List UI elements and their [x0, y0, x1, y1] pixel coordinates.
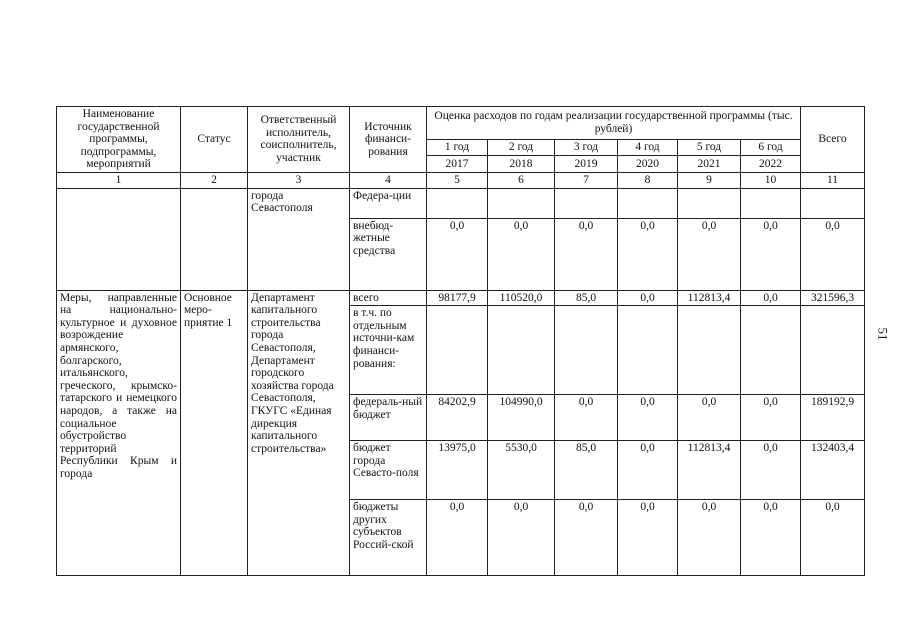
year-label: 5 год: [678, 139, 741, 156]
year-label: 4 год: [618, 139, 678, 156]
expenses-table: [56, 106, 865, 576]
year-value: 2018: [488, 156, 555, 173]
value-cell: 85,0: [555, 441, 618, 500]
col-number: 7: [555, 172, 618, 188]
value-cell: 189192,9: [801, 395, 865, 441]
header-source: Источник финанси-рования: [350, 107, 427, 173]
value-cell: 0,0: [741, 441, 801, 500]
value-cell: 98177,9: [427, 290, 488, 306]
col-number: 10: [741, 172, 801, 188]
header-row-1: [57, 107, 865, 140]
value-cell: 0,0: [678, 500, 741, 576]
value-cell: 104990,0: [488, 395, 555, 441]
value-cell: 132403,4: [801, 441, 865, 500]
table-row: [57, 188, 865, 218]
value-cell: 0,0: [555, 500, 618, 576]
measure-name: Меры, направленные на национально-культурное и духовное возрождение армянского, болгарского, итальянского, греческого, крымско-татарского и немецкого народов, а также на социальное обустройство территорий Республики Крым и города: [57, 290, 181, 576]
header-total: Всего: [801, 107, 865, 173]
source-cell: бюджеты других субъектов Россий-ской: [350, 500, 427, 576]
prev-source-2: внебюд-жетные средства: [350, 218, 427, 290]
value-cell: 0,0: [555, 218, 618, 290]
value-cell: 0,0: [678, 395, 741, 441]
year-label: 2 год: [488, 139, 555, 156]
value-cell: 0,0: [741, 395, 801, 441]
value-cell: 0,0: [618, 500, 678, 576]
col-number: 6: [488, 172, 555, 188]
header-name: Наименование государственной программы, подпрограммы, мероприятий: [57, 107, 181, 173]
value-cell: [488, 306, 555, 395]
header-estimate: Оценка расходов по годам реализации государственной программы (тыс. рублей): [427, 107, 801, 140]
value-cell: 0,0: [741, 500, 801, 576]
value-cell: [618, 306, 678, 395]
source-cell: бюджет города Севасто-поля: [350, 441, 427, 500]
col-number: 9: [678, 172, 741, 188]
value-cell: 5530,0: [488, 441, 555, 500]
year-value: 2017: [427, 156, 488, 173]
value-cell: 0,0: [427, 500, 488, 576]
value-cell: 0,0: [488, 500, 555, 576]
value-cell: 321596,3: [801, 290, 865, 306]
measure-status: Основное меро-приятие 1: [181, 290, 248, 576]
value-cell: [741, 306, 801, 395]
value-cell: 110520,0: [488, 290, 555, 306]
value-cell: 0,0: [618, 395, 678, 441]
year-value: 2020: [618, 156, 678, 173]
year-value: 2019: [555, 156, 618, 173]
prev-executor: города Севастополя: [248, 188, 350, 290]
prev-status-cell: [181, 188, 248, 290]
value-cell: 0,0: [618, 218, 678, 290]
value-cell: 0,0: [618, 441, 678, 500]
col-number: 11: [801, 172, 865, 188]
prev-source-1: Федера-ции: [350, 188, 427, 218]
value-cell: 0,0: [801, 218, 865, 290]
col-number: 5: [427, 172, 488, 188]
value-cell: 0,0: [801, 500, 865, 576]
year-value: 2022: [741, 156, 801, 173]
col-number: 2: [181, 172, 248, 188]
value-cell: 0,0: [741, 218, 801, 290]
col-number: 1: [57, 172, 181, 188]
source-cell: в т.ч. по отдельным источни-кам финанси-рования:: [350, 306, 427, 395]
value-cell: 112813,4: [678, 441, 741, 500]
value-cell: 85,0: [555, 290, 618, 306]
header-executor: Ответственный исполнитель, соисполнитель, участник: [248, 107, 350, 173]
value-cell: 0,0: [678, 218, 741, 290]
col-number: 3: [248, 172, 350, 188]
year-label: 6 год: [741, 139, 801, 156]
value-cell: [678, 306, 741, 395]
table-row: [57, 290, 865, 306]
value-cell: 0,0: [555, 395, 618, 441]
value-cell: [555, 306, 618, 395]
value-cell: 0,0: [427, 218, 488, 290]
page-number: 51: [875, 327, 891, 341]
value-cell: 112813,4: [678, 290, 741, 306]
measure-executor: Департамент капитального строительства города Севастополя, Департамент городского хозяйства города Севастополя, ГКУГС «Единая дирекция капитального строительства»: [248, 290, 350, 576]
value-cell: 0,0: [618, 290, 678, 306]
value-cell: [427, 306, 488, 395]
value-cell: 13975,0: [427, 441, 488, 500]
value-cell: [801, 306, 865, 395]
col-number: 4: [350, 172, 427, 188]
column-numbers-row: [57, 172, 865, 188]
col-number: 8: [618, 172, 678, 188]
year-label: 1 год: [427, 139, 488, 156]
source-cell: федераль-ный бюджет: [350, 395, 427, 441]
year-label: 3 год: [555, 139, 618, 156]
header-status: Статус: [181, 107, 248, 173]
value-cell: 0,0: [741, 290, 801, 306]
prev-name-cell: [57, 188, 181, 290]
source-cell: всего: [350, 290, 427, 306]
year-value: 2021: [678, 156, 741, 173]
value-cell: 0,0: [488, 218, 555, 290]
value-cell: 84202,9: [427, 395, 488, 441]
